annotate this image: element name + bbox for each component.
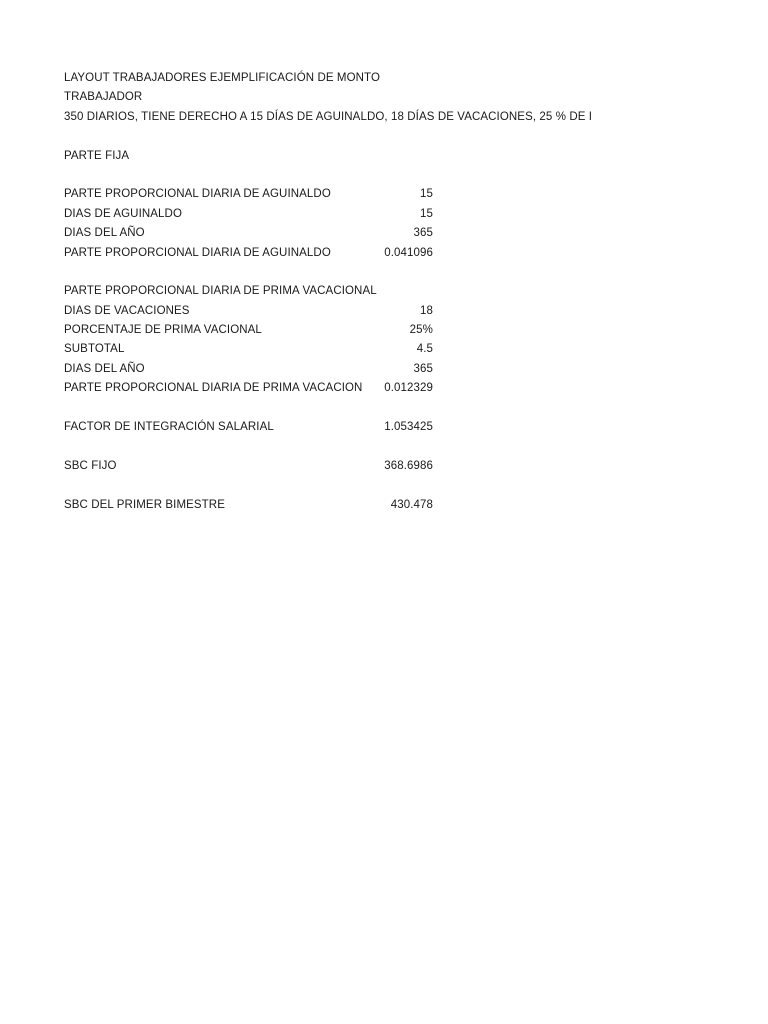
row-value: 18 xyxy=(420,304,433,317)
row-label: PORCENTAJE DE PRIMA VACIONAL xyxy=(64,324,262,337)
row-label: PARTE PROPORCIONAL DIARIA DE AGUINALDO xyxy=(64,246,331,259)
row-value: 4.5 xyxy=(416,343,433,356)
blank-row xyxy=(64,166,704,185)
row-value: 430.478 xyxy=(390,498,433,511)
blank-row xyxy=(64,127,704,146)
row-value: 0.012329 xyxy=(384,382,433,395)
row-value: 25% xyxy=(409,324,433,337)
blank-row xyxy=(64,399,704,418)
blank-row xyxy=(64,476,704,495)
row-label: SBC DEL PRIMER BIMESTRE xyxy=(64,498,225,511)
blank-row xyxy=(64,437,704,456)
row-label: PARTE PROPORCIONAL DIARIA DE PRIMA VACACION xyxy=(64,382,363,395)
row-label: DIAS DE AGUINALDO xyxy=(64,207,183,220)
document-subtitle: TRABAJADOR xyxy=(64,91,143,104)
table-row xyxy=(64,302,704,321)
row-value: 368.6986 xyxy=(384,459,433,472)
table-row xyxy=(64,379,704,398)
row-label: PARTE PROPORCIONAL DIARIA DE AGUINALDO xyxy=(64,188,331,201)
table-row xyxy=(64,205,704,224)
row-label: DIAS DE VACACIONES xyxy=(64,304,190,317)
sbc-bimestre-row xyxy=(64,496,704,515)
table-row xyxy=(64,340,704,359)
row-value: 365 xyxy=(413,362,433,375)
document-title: LAYOUT TRABAJADORES EJEMPLIFICACIÓN DE MONTO xyxy=(64,72,381,84)
factor-row xyxy=(64,418,704,437)
table-row xyxy=(64,244,704,263)
row-value: 1.053425 xyxy=(384,421,433,434)
row-label: DIAS DEL AÑO xyxy=(64,362,145,375)
table-row xyxy=(64,224,704,243)
row-label: FACTOR DE INTEGRACIÓN SALARIAL xyxy=(64,421,274,434)
sbc-fijo-row xyxy=(64,457,704,476)
row-label: SBC FIJO xyxy=(64,459,117,472)
spreadsheet-document xyxy=(64,69,704,515)
row-value: 15 xyxy=(420,207,433,220)
row-value: 15 xyxy=(420,188,433,201)
blank-row xyxy=(64,263,704,282)
table-row xyxy=(64,321,704,340)
section-heading-parte-fija: PARTE FIJA xyxy=(64,149,130,162)
table-row xyxy=(64,360,704,379)
row-label: SUBTOTAL xyxy=(64,343,125,356)
section-heading-prima-vacacional: PARTE PROPORCIONAL DIARIA DE PRIMA VACACIONAL xyxy=(64,285,377,298)
row-value: 365 xyxy=(413,227,433,240)
table-row xyxy=(64,185,704,204)
document-description: 350 DIARIOS, TIENE DERECHO A 15 DÍAS DE AGUINALDO, 18 DÍAS DE VACACIONES, 25 % DE I xyxy=(64,110,593,123)
row-label: DIAS DEL AÑO xyxy=(64,227,145,240)
row-value: 0.041096 xyxy=(384,246,433,259)
